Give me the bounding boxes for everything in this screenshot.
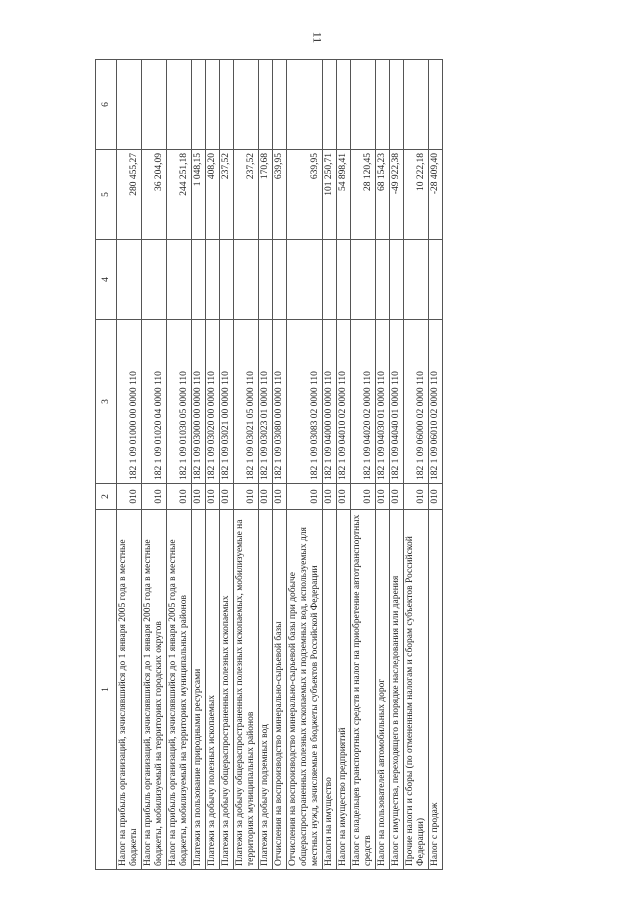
row-col4 <box>206 240 220 320</box>
row-col6 <box>337 60 351 150</box>
row-name: Платежи за добычу общераспространенных полезных ископаемых, мобилизуемые на территориях муниципальных районов <box>234 510 259 870</box>
row-kbk: 182 1 09 03020 00 0000 110 <box>206 320 220 484</box>
row-col4 <box>351 240 376 320</box>
row-kbk: 182 1 09 03000 00 0000 110 <box>192 320 206 484</box>
table-row <box>390 60 404 870</box>
table-row <box>323 60 337 870</box>
row-amount: 36 204,09 <box>142 150 167 240</box>
row-name: Платежи за добычу подземных вод <box>259 510 273 870</box>
row-col4 <box>117 240 142 320</box>
row-name: Платежи за добычу общераспространенных полезных ископаемых <box>220 510 234 870</box>
table-row <box>142 60 167 870</box>
row-col6 <box>220 60 234 150</box>
table-row <box>259 60 273 870</box>
row-code: 010 <box>351 484 376 510</box>
row-code: 010 <box>404 484 429 510</box>
page-number: 11 <box>310 31 325 44</box>
row-amount: 237,52 <box>234 150 259 240</box>
table-row <box>117 60 142 870</box>
row-code: 010 <box>259 484 273 510</box>
row-kbk: 182 1 09 04000 00 0000 110 <box>323 320 337 484</box>
row-col6 <box>234 60 259 150</box>
row-code: 010 <box>337 484 351 510</box>
row-amount: 408,20 <box>206 150 220 240</box>
row-code: 010 <box>192 484 206 510</box>
row-amount: 639,95 <box>273 150 287 240</box>
row-kbk: 182 1 09 03023 01 0000 110 <box>259 320 273 484</box>
row-col4 <box>376 240 390 320</box>
rotated-table-container <box>95 60 525 870</box>
table-row <box>351 60 376 870</box>
row-amount: 280 455,27 <box>117 150 142 240</box>
row-code: 010 <box>273 484 287 510</box>
row-col6 <box>192 60 206 150</box>
row-amount: 639,95 <box>287 150 323 240</box>
row-col4 <box>287 240 323 320</box>
row-col6 <box>376 60 390 150</box>
row-col4 <box>337 240 351 320</box>
row-kbk: 182 1 09 04040 01 0000 110 <box>390 320 404 484</box>
table-row <box>287 60 323 870</box>
row-name: Отчисления на воспроизводство минерально-сырьевой базы при добыче общераспространенных полезных ископаемых и подземных вод, используемых для местных нужд, зачисляемые в бюджеты субъектов Российской Федерации <box>287 510 323 870</box>
row-name: Налог с продаж <box>429 510 443 870</box>
report-table <box>95 59 443 870</box>
table-row <box>273 60 287 870</box>
table-row <box>234 60 259 870</box>
row-col4 <box>273 240 287 320</box>
row-amount: 10 222,18 <box>404 150 429 240</box>
row-name: Платежи за добычу полезных ископаемых <box>206 510 220 870</box>
row-code: 010 <box>206 484 220 510</box>
row-col6 <box>287 60 323 150</box>
row-col6 <box>323 60 337 150</box>
row-name: Налог на имущество предприятий <box>337 510 351 870</box>
row-col6 <box>404 60 429 150</box>
header-col-4: 4 <box>96 240 117 320</box>
row-amount: 101 250,71 <box>323 150 337 240</box>
row-amount: 28 120,45 <box>351 150 376 240</box>
row-name: Налог с имущества, переходящего в порядке наследования или дарения <box>390 510 404 870</box>
row-kbk: 182 1 09 03080 00 0000 110 <box>273 320 287 484</box>
row-amount: 244 251,18 <box>167 150 192 240</box>
row-col4 <box>142 240 167 320</box>
row-kbk: 182 1 09 01000 00 0000 110 <box>117 320 142 484</box>
row-col6 <box>273 60 287 150</box>
row-code: 010 <box>429 484 443 510</box>
row-col4 <box>259 240 273 320</box>
table-row <box>404 60 429 870</box>
row-col4 <box>234 240 259 320</box>
row-amount: -49 922,38 <box>390 150 404 240</box>
row-kbk: 182 1 09 03021 00 0000 110 <box>220 320 234 484</box>
row-kbk: 182 1 09 04010 02 0000 110 <box>337 320 351 484</box>
header-col-5: 5 <box>96 150 117 240</box>
row-col6 <box>206 60 220 150</box>
row-amount: 1 048,15 <box>192 150 206 240</box>
row-kbk: 182 1 09 03021 05 0000 110 <box>234 320 259 484</box>
table-body <box>117 60 443 870</box>
row-amount: 54 898,41 <box>337 150 351 240</box>
row-code: 010 <box>323 484 337 510</box>
row-name: Отчисления на воспроизводство минерально-сырьевой базы <box>273 510 287 870</box>
row-name: Налог на пользователей автомобильных дорог <box>376 510 390 870</box>
row-col6 <box>351 60 376 150</box>
table-row <box>192 60 206 870</box>
row-name: Налоги на имущество <box>323 510 337 870</box>
row-col4 <box>192 240 206 320</box>
row-code: 010 <box>117 484 142 510</box>
row-kbk: 182 1 09 01020 04 0000 110 <box>142 320 167 484</box>
header-col-1: 1 <box>96 510 117 870</box>
row-col4 <box>429 240 443 320</box>
row-name: Налог на прибыль организаций, зачислявшийся до 1 января 2005 года в местные бюджеты, мобилизуемый на территориях муниципальных районов <box>167 510 192 870</box>
table-row <box>220 60 234 870</box>
row-kbk: 182 1 09 03083 02 0000 110 <box>287 320 323 484</box>
table-row <box>376 60 390 870</box>
row-col4 <box>323 240 337 320</box>
row-col6 <box>390 60 404 150</box>
row-kbk: 182 1 09 06000 02 0000 110 <box>404 320 429 484</box>
row-code: 010 <box>376 484 390 510</box>
row-code: 010 <box>390 484 404 510</box>
row-name: Налог на прибыль организаций, зачислявшийся до 1 января 2005 года в местные бюджеты, мобилизуемый на территориях городских округов <box>142 510 167 870</box>
row-col4 <box>167 240 192 320</box>
row-code: 010 <box>287 484 323 510</box>
header-col-2: 2 <box>96 484 117 510</box>
row-code: 010 <box>220 484 234 510</box>
row-col4 <box>390 240 404 320</box>
row-amount: 170,68 <box>259 150 273 240</box>
row-kbk: 182 1 09 01030 05 0000 110 <box>167 320 192 484</box>
row-name: Прочие налоги и сборы (по отмененным налогам и сборам субъектов Российской Федерации) <box>404 510 429 870</box>
row-amount: 237,52 <box>220 150 234 240</box>
row-col6 <box>259 60 273 150</box>
row-code: 010 <box>142 484 167 510</box>
row-name: Налог на прибыль организаций, зачислявшийся до 1 января 2005 года в местные бюджеты <box>117 510 142 870</box>
table-row <box>337 60 351 870</box>
row-code: 010 <box>234 484 259 510</box>
header-col-3: 3 <box>96 320 117 484</box>
table-row <box>429 60 443 870</box>
header-col-6: 6 <box>96 60 117 150</box>
row-col6 <box>429 60 443 150</box>
row-kbk: 182 1 09 06010 02 0000 110 <box>429 320 443 484</box>
row-col6 <box>117 60 142 150</box>
table-header-row <box>96 60 117 870</box>
row-kbk: 182 1 09 04030 01 0000 110 <box>376 320 390 484</box>
row-kbk: 182 1 09 04020 02 0000 110 <box>351 320 376 484</box>
row-amount: 68 154,23 <box>376 150 390 240</box>
table-row <box>206 60 220 870</box>
row-col4 <box>404 240 429 320</box>
row-col4 <box>220 240 234 320</box>
row-col6 <box>167 60 192 150</box>
row-name: Налог с владельцев транспортных средств и налог на приобретение автотранспортных средств <box>351 510 376 870</box>
row-code: 010 <box>167 484 192 510</box>
table-row <box>167 60 192 870</box>
row-name: Платежи за пользование природными ресурсами <box>192 510 206 870</box>
row-amount: -28 409,40 <box>429 150 443 240</box>
row-col6 <box>142 60 167 150</box>
